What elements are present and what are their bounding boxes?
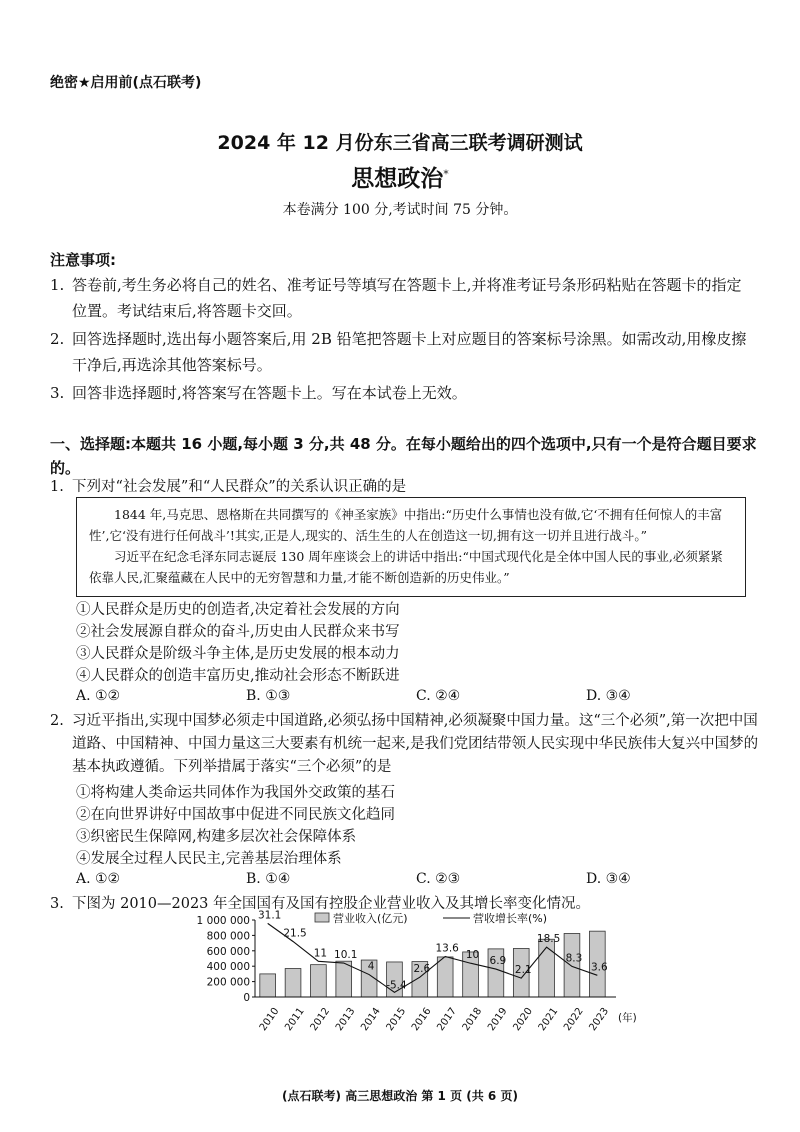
material-quote-2: 习近平在纪念毛泽东同志诞辰 130 周年座谈会上的讲话中指出:“中国式现代化是全体中国人民的事业,必须紧紧依靠人民,汇聚蕴藏在人民中的无穷智慧和力量,才能不断创造新的历史伟业。” — [89, 549, 723, 585]
growth-rate-label: 11 — [313, 947, 328, 960]
revenue-bar — [437, 957, 453, 997]
growth-rate-label: 13.6 — [435, 942, 459, 955]
notice-item-number: 3. — [50, 384, 65, 402]
question-number: 3. — [50, 896, 64, 912]
notice-item — [50, 272, 750, 324]
question-2-stem — [50, 710, 760, 779]
statement-option: ①人民群众是历史的创造者,决定着社会发展的方向 — [76, 602, 400, 618]
notice-item-text: 回答选择题时,选出每小题答案后,用 2B 铅笔把答题卡上对应题目的答案标号涂黑。如需改动,用橡皮擦干净后,再选涂其他答案标号。 — [72, 330, 747, 374]
question-text: 习近平指出,实现中国梦必须走中国道路,必须弘扬中国精神,必须凝聚中国力量。这“三个必须”,第一次把中国道路、中国精神、中国力量这三大要素有机统一起来,是我们党团结带领人民实现中华民族伟大复兴中国梦的基本执政遵循。下列举措属于落实“三个必须”的是 — [72, 713, 759, 775]
revenue-bar — [311, 965, 327, 997]
x-tick-label: 2019 — [486, 1005, 510, 1034]
revenue-bar — [260, 974, 276, 997]
legend-line-label: 营收增长率(%) — [473, 912, 548, 925]
choice-c: C. ②③ — [416, 871, 461, 887]
statement-option: ①将构建人类命运共同体作为我国外交政策的基石 — [76, 785, 395, 801]
notice-item-number: 2. — [50, 330, 65, 348]
y-tick-label: 1 000 000 — [196, 915, 250, 927]
section-heading: 一、选择题:本题共 16 小题,每小题 3 分,共 48 分。在每小题给出的四个选项中,只有一个是符合题目要求的。 — [50, 435, 757, 477]
x-tick-label: 2011 — [283, 1005, 307, 1034]
y-tick-label: 800 000 — [206, 930, 250, 943]
choice-a: A. ①② — [76, 871, 121, 887]
notice-heading: 注意事项: — [50, 251, 116, 269]
x-tick-label: 2022 — [562, 1005, 586, 1034]
notice-item — [50, 380, 750, 406]
x-tick-label: 2010 — [257, 1005, 282, 1034]
question-number: 2. — [50, 713, 64, 729]
growth-rate-label: 3.6 — [590, 961, 608, 974]
choice-c: C. ②④ — [416, 688, 461, 704]
notice-item-text: 答卷前,考生务必将自己的姓名、准考证号等填写在答题卡上,并将准考证号条形码粘贴在答题卡的指定位置。考试结束后,将答题卡交回。 — [72, 276, 742, 320]
y-tick-label: 200 000 — [206, 976, 250, 989]
growth-rate-label: 2.6 — [413, 963, 431, 976]
growth-rate-label: 10.1 — [334, 949, 358, 962]
x-tick-label: 2013 — [333, 1005, 358, 1034]
revenue-bar — [336, 961, 352, 997]
growth-rate-label: 4 — [367, 960, 375, 973]
question-number: 1. — [50, 479, 64, 495]
x-tick-label: 2016 — [409, 1005, 434, 1034]
growth-rate-label: 2.1 — [514, 964, 532, 977]
subject-mark: * — [443, 167, 449, 181]
y-tick-label: 0 — [243, 992, 250, 1004]
x-axis — [255, 997, 637, 1033]
x-tick-label: 2015 — [384, 1005, 409, 1034]
legend-bar-label: 营业收入(亿元) — [333, 912, 408, 925]
growth-rate-label: 10 — [465, 949, 480, 962]
x-tick-label: 2020 — [511, 1005, 536, 1034]
choice-a: A. ①② — [76, 688, 121, 704]
growth-rate-label: 18.5 — [536, 933, 561, 946]
revenue-bar — [285, 969, 301, 997]
y-axis — [197, 915, 255, 1004]
x-tick-label: 2021 — [536, 1005, 561, 1034]
choice-d: D. ③④ — [586, 871, 631, 887]
statement-option: ③织密民生保障网,构建多层次社会保障体系 — [76, 829, 357, 845]
exam-title: 2024 年 12 月份东三省高三联考调研测试 — [217, 132, 583, 154]
notice-item — [50, 326, 750, 378]
statement-option: ②在向世界讲好中国故事中促进不同民族文化趋同 — [76, 807, 395, 823]
confidential-label: 绝密★启用前(点石联考) — [50, 75, 202, 91]
score-time-line: 本卷满分 100 分,考试时间 75 分钟。 — [282, 202, 518, 218]
statement-option: ②社会发展源自群众的奋斗,历史由人民群众来书写 — [76, 624, 400, 640]
growth-rate-label: 8.3 — [565, 952, 583, 965]
choice-b: B. ①③ — [246, 688, 291, 704]
statement-option: ③人民群众是阶级斗争主体,是历史发展的根本动力 — [76, 646, 400, 662]
growth-rate-label: -5.4 — [386, 979, 407, 992]
choice-b: B. ①④ — [246, 871, 291, 887]
page-footer: (点石联考) 高三思想政治 第 1 页 (共 6 页) — [282, 1089, 518, 1103]
question-text: 下图为 2010—2023 年全国国有及国有控股企业营业收入及其增长率变化情况。 — [72, 896, 591, 912]
growth-rate-label: 6.9 — [489, 955, 507, 968]
answer-choices — [76, 871, 746, 893]
subject-name: 思想政治 — [351, 166, 444, 192]
question-1-stem — [50, 476, 760, 499]
x-tick-label: 2012 — [308, 1005, 333, 1034]
x-tick-label: 2014 — [359, 1005, 383, 1034]
growth-rate-label: 31.1 — [257, 910, 282, 922]
notice-item-text: 回答非选择题时,将答案写在答题卡上。写在本试卷上无效。 — [72, 384, 467, 402]
x-tick-label: 2023 — [587, 1005, 612, 1034]
notice-item-number: 1. — [50, 276, 65, 294]
y-tick-label: 400 000 — [206, 961, 250, 974]
growth-rate-label: 21.5 — [283, 927, 307, 940]
revenue-chart — [180, 910, 650, 1040]
statement-option: ④人民群众的创造丰富历史,推动社会形态不断跃进 — [76, 668, 400, 684]
legend-bar-swatch — [315, 913, 329, 922]
chart-legend — [315, 911, 547, 925]
material-quote-1: 1844 年,马克思、恩格斯在共同撰写的《神圣家族》中指出:“历史什么事情也没有做,它‘不拥有任何惊人的丰富性’,它‘没有进行任何战斗’!其实,正是人,现实的、活生生的人在创造这一切,拥有这一切并且进行战斗。” — [89, 507, 723, 543]
subject-title — [0, 160, 800, 193]
answer-choices — [76, 688, 746, 710]
choice-d: D. ③④ — [586, 688, 631, 704]
revenue-bar — [564, 933, 580, 997]
x-axis-unit: (年) — [618, 1012, 637, 1024]
material-box — [76, 497, 746, 597]
statement-option: ④发展全过程人民民主,完善基层治理体系 — [76, 851, 342, 867]
x-tick-label: 2017 — [435, 1005, 459, 1034]
y-tick-label: 600 000 — [206, 945, 250, 958]
question-text: 下列对“社会发展”和“人民群众”的关系认识正确的是 — [72, 479, 407, 495]
x-tick-label: 2018 — [460, 1005, 485, 1034]
